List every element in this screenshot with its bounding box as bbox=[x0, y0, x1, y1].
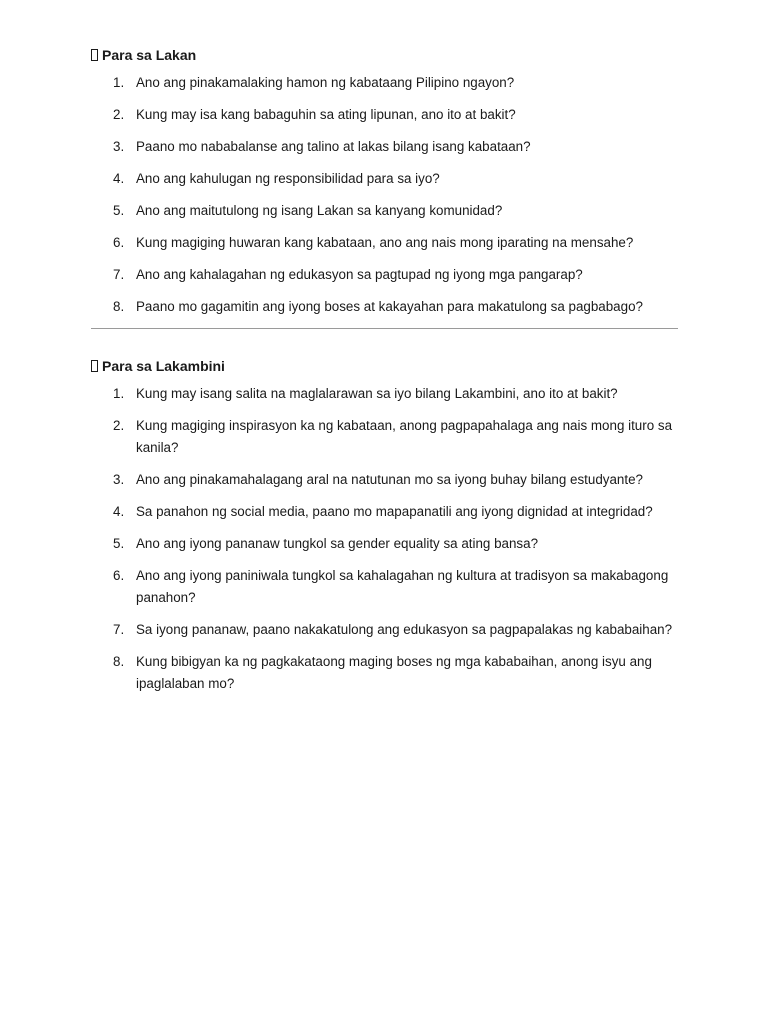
section-title-text: Para sa Lakan bbox=[102, 47, 197, 63]
section-lakambini bbox=[91, 355, 678, 695]
list-item bbox=[91, 264, 678, 286]
item-number: 7. bbox=[113, 622, 125, 637]
section-title-lakambini bbox=[91, 355, 678, 377]
question-text: Ano ang iyong pananaw tungkol sa gender equality sa ating bansa? bbox=[136, 536, 539, 551]
section-divider bbox=[91, 328, 678, 329]
question-text: Ano ang kahulugan ng responsibilidad para sa iyo? bbox=[136, 171, 440, 186]
list-item bbox=[91, 232, 678, 254]
item-number: 6. bbox=[113, 568, 125, 583]
question-list-lakambini bbox=[91, 383, 678, 695]
question-text: Ano ang pinakamahalagang aral na natutunan mo sa iyong buhay bilang estudyante? bbox=[136, 472, 643, 487]
list-item bbox=[91, 383, 678, 405]
list-item bbox=[91, 104, 678, 126]
missing-glyph-icon bbox=[91, 49, 98, 61]
item-number: 5. bbox=[113, 536, 125, 551]
item-number: 3. bbox=[113, 472, 125, 487]
question-text: Kung may isa kang babaguhin sa ating lipunan, ano ito at bakit? bbox=[136, 107, 516, 122]
item-number: 2. bbox=[113, 107, 125, 122]
question-text: Paano mo gagamitin ang iyong boses at kakayahan para makatulong sa pagbabago? bbox=[136, 299, 643, 314]
item-number: 4. bbox=[113, 171, 125, 186]
list-item bbox=[91, 565, 678, 609]
item-number: 3. bbox=[113, 139, 125, 154]
list-item bbox=[91, 72, 678, 94]
list-item bbox=[91, 136, 678, 158]
question-text: Ano ang kahalagahan ng edukasyon sa pagtupad ng iyong mga pangarap? bbox=[136, 267, 583, 282]
item-number: 5. bbox=[113, 203, 125, 218]
list-item bbox=[91, 533, 678, 555]
question-text: Sa panahon ng social media, paano mo mapapanatili ang iyong dignidad at integridad? bbox=[136, 504, 653, 519]
document-page bbox=[91, 44, 678, 705]
item-number: 2. bbox=[113, 418, 125, 433]
question-text: Kung bibigyan ka ng pagkakataong maging boses ng mga kababaihan, anong isyu ang ipaglalaban mo? bbox=[136, 654, 652, 691]
question-text: Ano ang pinakamalaking hamon ng kabataang Pilipino ngayon? bbox=[136, 75, 515, 90]
list-item bbox=[91, 619, 678, 641]
section-title-text: Para sa Lakambini bbox=[102, 358, 225, 374]
list-item bbox=[91, 168, 678, 190]
list-item bbox=[91, 415, 678, 459]
list-item bbox=[91, 651, 678, 695]
item-number: 8. bbox=[113, 299, 125, 314]
missing-glyph-icon bbox=[91, 360, 98, 372]
list-item bbox=[91, 501, 678, 523]
list-item bbox=[91, 200, 678, 222]
question-text: Paano mo nababalanse ang talino at lakas bilang isang kabataan? bbox=[136, 139, 531, 154]
list-item bbox=[91, 296, 678, 318]
question-text: Kung may isang salita na maglalarawan sa iyo bilang Lakambini, ano ito at bakit? bbox=[136, 386, 618, 401]
question-text: Ano ang maitutulong ng isang Lakan sa kanyang komunidad? bbox=[136, 203, 503, 218]
item-number: 4. bbox=[113, 504, 125, 519]
item-number: 1. bbox=[113, 75, 125, 90]
section-title-lakan bbox=[91, 44, 678, 66]
question-text: Sa iyong pananaw, paano nakakatulong ang edukasyon sa pagpapalakas ng kababaihan? bbox=[136, 622, 673, 637]
item-number: 8. bbox=[113, 654, 125, 669]
question-text: Kung magiging huwaran kang kabataan, ano ang nais mong iparating na mensahe? bbox=[136, 235, 634, 250]
item-number: 6. bbox=[113, 235, 125, 250]
question-text: Kung magiging inspirasyon ka ng kabataan, anong pagpapahalaga ang nais mong ituro sa kanila? bbox=[136, 418, 673, 455]
section-lakan bbox=[91, 44, 678, 318]
question-list-lakan bbox=[91, 72, 678, 318]
question-text: Ano ang iyong paniniwala tungkol sa kahalagahan ng kultura at tradisyon sa makabagong panahon? bbox=[136, 568, 669, 605]
list-item bbox=[91, 469, 678, 491]
item-number: 1. bbox=[113, 386, 125, 401]
item-number: 7. bbox=[113, 267, 125, 282]
